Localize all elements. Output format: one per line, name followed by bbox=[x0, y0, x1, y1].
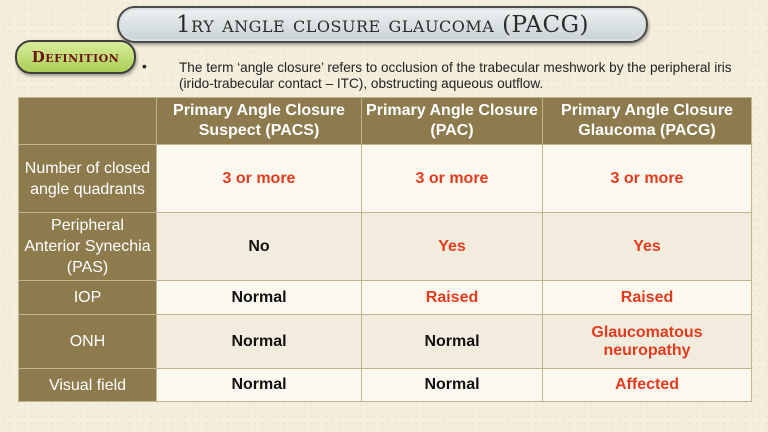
row-label: Peripheral Anterior Synechia (PAS) bbox=[19, 213, 157, 281]
column-header-pacs: Primary Angle Closure Suspect (PACS) bbox=[157, 98, 362, 145]
definition-badge-label: Definition bbox=[31, 48, 120, 66]
definition-badge bbox=[15, 40, 136, 74]
table-row bbox=[19, 145, 752, 213]
column-header-pac: Primary Angle Closure (PAC) bbox=[362, 98, 543, 145]
page-title: 1ry angle closure glaucoma (PACG) bbox=[176, 11, 589, 38]
table-header-row bbox=[19, 98, 752, 145]
table-cell: Affected bbox=[543, 369, 752, 402]
table-cell: Glaucomatous neuropathy bbox=[543, 315, 752, 369]
bullet-point: • bbox=[142, 58, 147, 74]
table-cell: Raised bbox=[543, 281, 752, 315]
table-cell: Normal bbox=[362, 315, 543, 369]
table-cell: Raised bbox=[362, 281, 543, 315]
table-cell: No bbox=[157, 213, 362, 281]
row-label: ONH bbox=[19, 315, 157, 369]
classification-table bbox=[18, 97, 752, 402]
table-cell: 3 or more bbox=[362, 145, 543, 213]
table-row bbox=[19, 369, 752, 402]
table-cell: Yes bbox=[362, 213, 543, 281]
row-label: Visual field bbox=[19, 369, 157, 402]
table-cell: Normal bbox=[157, 369, 362, 402]
table-cell: Yes bbox=[543, 213, 752, 281]
definition-text: The term ‘angle closure’ refers to occlusion of the trabecular meshwork by the peripheral iris (irido-trabecular contact – ITC), obstructing aqueous outflow. bbox=[179, 60, 732, 91]
table-cell: Normal bbox=[362, 369, 543, 402]
table-row bbox=[19, 281, 752, 315]
row-label: IOP bbox=[19, 281, 157, 315]
table-header-corner bbox=[19, 98, 157, 145]
table-cell: 3 or more bbox=[157, 145, 362, 213]
table-cell: Normal bbox=[157, 281, 362, 315]
table-cell: 3 or more bbox=[543, 145, 752, 213]
row-label: Number of closed angle quadrants bbox=[19, 145, 157, 213]
table-row bbox=[19, 315, 752, 369]
column-header-pacg: Primary Angle Closure Glaucoma (PACG) bbox=[543, 98, 752, 145]
table-row bbox=[19, 213, 752, 281]
table-cell: Normal bbox=[157, 315, 362, 369]
title-banner bbox=[117, 6, 648, 43]
